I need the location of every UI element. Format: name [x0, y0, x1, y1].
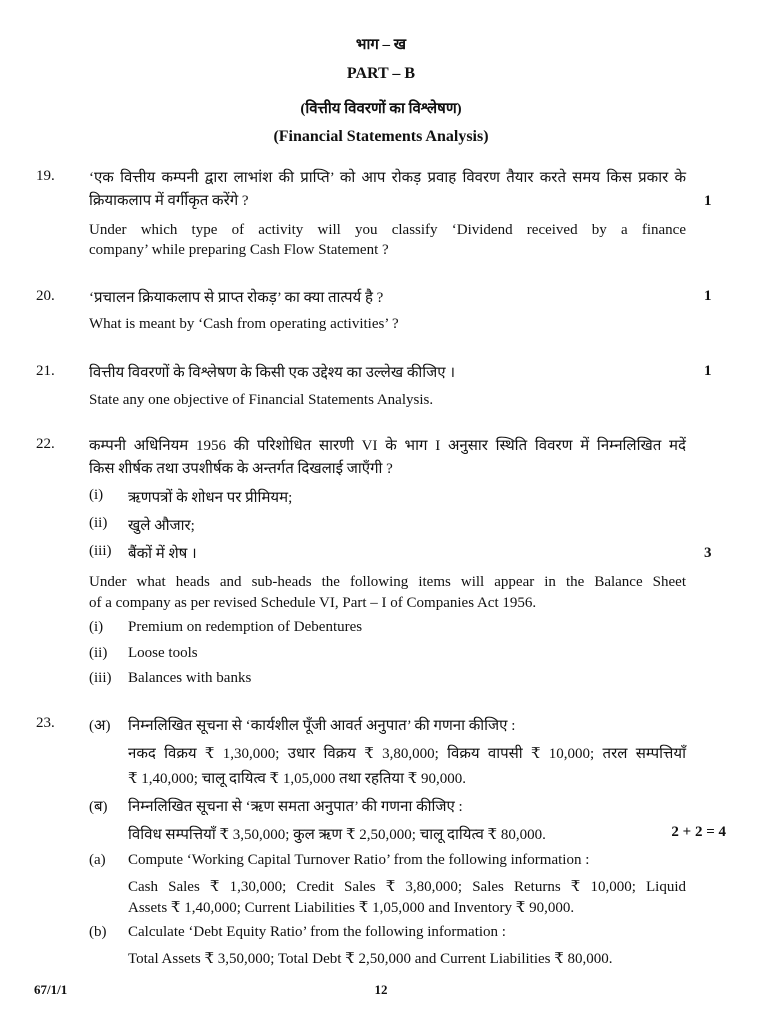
part-label: (b) — [89, 924, 107, 940]
question-text: company’ while preparing Cash Flow Statement ? — [89, 242, 389, 258]
marks: 1 — [704, 193, 712, 209]
item-label: (iii) — [89, 543, 112, 559]
data-text-hindi: ₹ 1,40,000; चालू दायित्व ₹ 1,05,000 तथा रहतिया ₹ 90,000. — [128, 771, 467, 787]
question-number: 23. — [36, 715, 55, 731]
marks: 1 — [704, 288, 712, 304]
item-label: (iii) — [89, 670, 112, 686]
part-label: (ब) — [89, 799, 108, 815]
data-text: Assets ₹ 1,40,000; Current Liabilities ₹ 1,05,000 and Inventory ₹ 90,000. — [128, 900, 575, 916]
question-text-hindi: निम्नलिखित सूचना से ‘कार्यशील पूँजी आवर्त अनुपात’ की गणना कीजिए : — [128, 718, 516, 734]
paper-code: 67/1/1 — [34, 982, 68, 997]
question-text: State any one objective of Financial Statements Analysis. — [89, 392, 434, 408]
section-title-hindi: (वित्तीय विवरणों का विश्लेषण) — [300, 101, 462, 117]
question-text: Compute ‘Working Capital Turnover Ratio’ from the following information : — [128, 852, 590, 868]
question-number: 19. — [36, 168, 55, 184]
question-text: What is meant by ‘Cash from operating activities’ ? — [89, 316, 399, 332]
question-text-hindi: निम्नलिखित सूचना से ‘ऋण समता अनुपात’ की गणना कीजिए : — [128, 799, 463, 815]
marks: 3 — [704, 545, 712, 561]
data-text-hindi: विविध सम्पत्तियाँ ₹ 3,50,000; कुल ऋण ₹ 2,50,000; चालू दायित्व ₹ 80,000. — [128, 827, 546, 843]
item-label: (ii) — [89, 515, 108, 531]
part-label: (अ) — [89, 718, 111, 734]
item-text: Balances with banks — [128, 670, 252, 686]
item-text: Loose tools — [128, 645, 198, 661]
question-text-hindi: कम्पनी अधिनियम 1956 की परिशोधित सारणी VI के भाग I अनुसार स्थिति विवरण में निम्नलिखित मदें — [89, 438, 686, 454]
part-title: PART – B — [346, 65, 416, 82]
item-label: (i) — [89, 487, 104, 503]
question-text-hindi: वित्तीय विवरणों के विश्लेषण के किसी एक उद्देश्य का उल्लेख कीजिए । — [89, 365, 456, 381]
question-number: 22. — [36, 436, 55, 452]
marks: 2 + 2 = 4 — [671, 824, 726, 840]
question-number: 21. — [36, 363, 55, 379]
data-text: Total Assets ₹ 3,50,000; Total Debt ₹ 2,50,000 and Current Liabilities ₹ 80,000. — [128, 951, 613, 967]
data-text-hindi: नकद विक्रय ₹ 1,30,000; उधार विक्रय ₹ 3,80,000; विक्रय वापसी ₹ 10,000; तरल सम्पत्तियाँ — [128, 746, 686, 762]
question-text: Under what heads and sub-heads the following items will appear in the Balance Sheet — [89, 574, 686, 590]
question-text: Under which type of activity will you classify ‘Dividend received by a finance — [89, 222, 686, 238]
item-text: Premium on redemption of Debentures — [128, 619, 363, 635]
item-text-hindi: ऋणपत्रों के शोधन पर प्रीमियम; — [128, 490, 293, 506]
item-text-hindi: खुले औजार; — [128, 518, 195, 534]
part-label: (a) — [89, 852, 106, 868]
question-text-hindi: ‘एक वित्तीय कम्पनी द्वारा लाभांश की प्राप्ति’ को आप रोकड़ प्रवाह विवरण तैयार करते समय किस प्रकार के — [89, 170, 686, 186]
question-text-hindi: क्रियाकलाप में वर्गीकृत करेंगे ? — [89, 193, 249, 209]
question-text: of a company as per revised Schedule VI, Part – I of Companies Act 1956. — [89, 595, 537, 611]
item-label: (i) — [89, 619, 104, 635]
page-number: 12 — [374, 982, 388, 997]
question-text-hindi: किस शीर्षक तथा उपशीर्षक के अन्तर्गत दिखलाई जाएँगी ? — [89, 461, 393, 477]
section-title: (Financial Statements Analysis) — [273, 128, 489, 145]
item-label: (ii) — [89, 645, 108, 661]
question-text: Calculate ‘Debt Equity Ratio’ from the following information : — [128, 924, 506, 940]
marks: 1 — [704, 363, 712, 379]
item-text-hindi: बैंकों में शेष । — [128, 546, 197, 562]
question-text-hindi: ‘प्रचालन क्रियाकलाप से प्राप्त रोकड़’ का क्या तात्पर्य है ? — [89, 290, 384, 306]
question-number: 20. — [36, 288, 55, 304]
data-text: Cash Sales ₹ 1,30,000; Credit Sales ₹ 3,80,000; Sales Returns ₹ 10,000; Liquid — [128, 879, 686, 895]
part-title-hindi: भाग – ख — [355, 37, 407, 53]
